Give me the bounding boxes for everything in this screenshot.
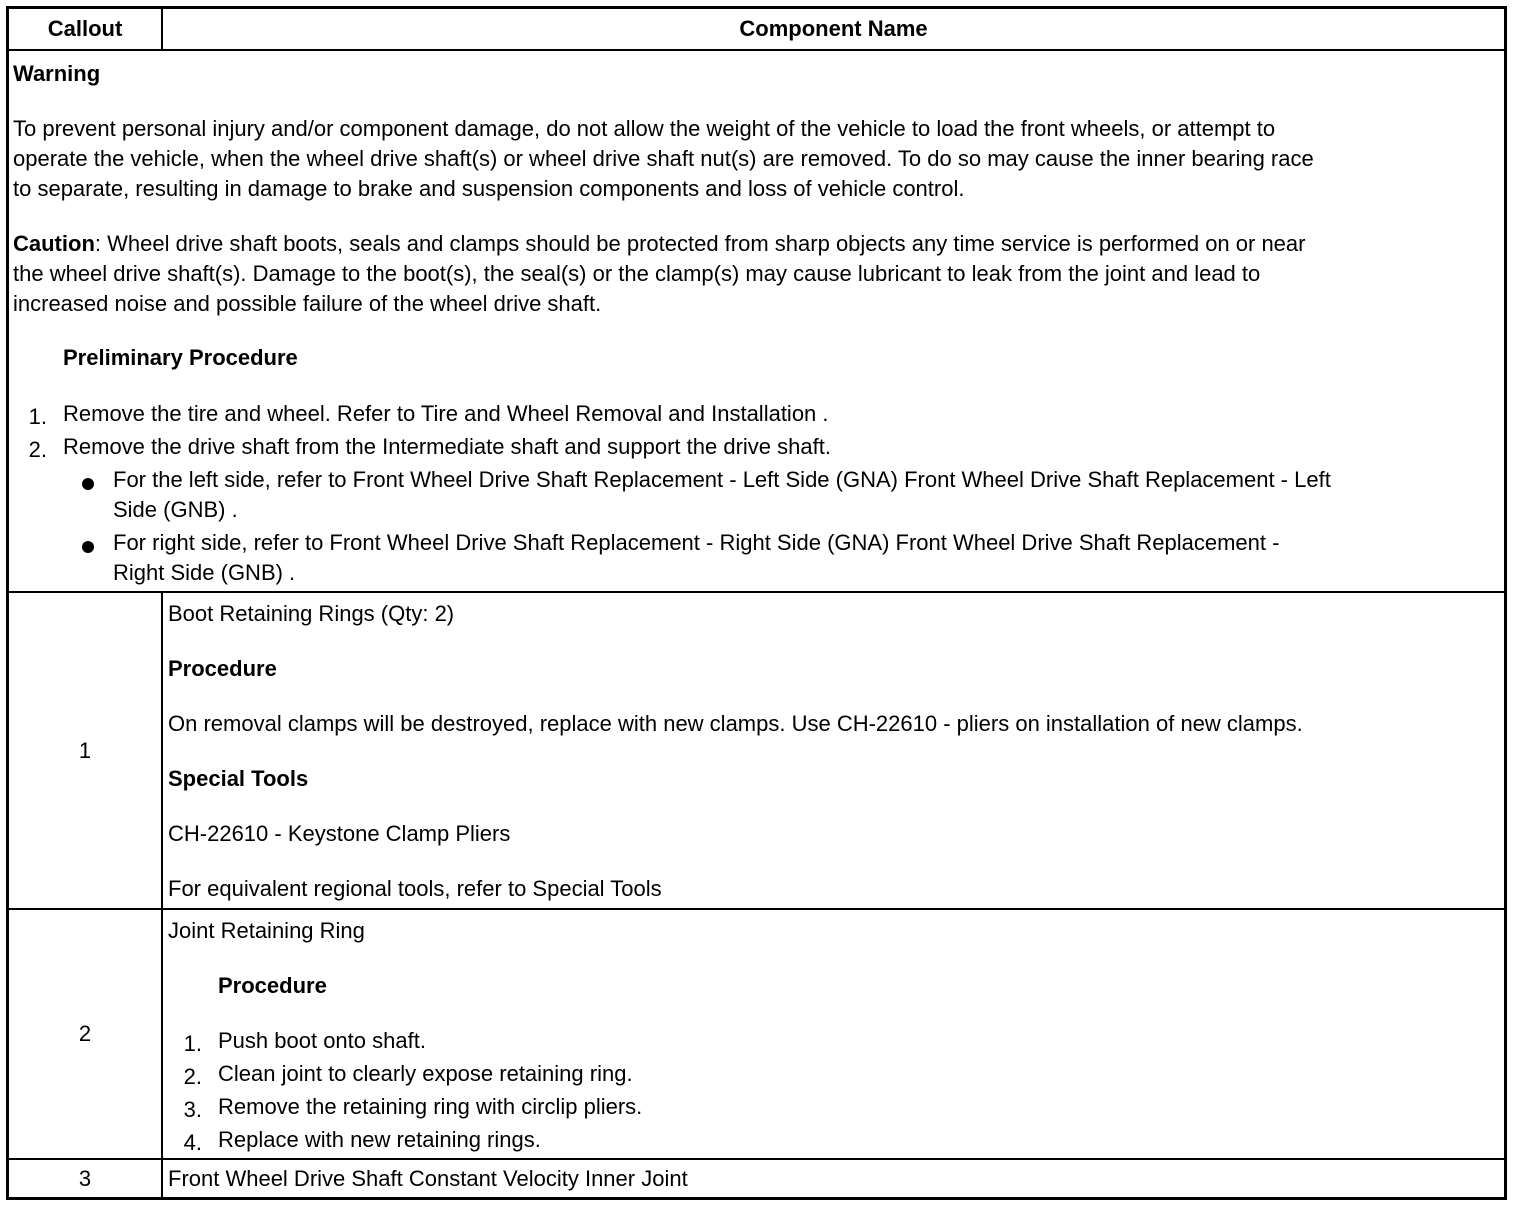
step-number: 3. (183, 1097, 202, 1122)
step-number: 1. (28, 404, 47, 429)
table-row (9, 1160, 1504, 1197)
step-number: 4. (183, 1130, 202, 1155)
component-name: Joint Retaining Ring (168, 918, 365, 943)
warning-line: to separate, resulting in damage to brake and suspension components and loss of vehicle control. (13, 176, 965, 201)
header-divider (161, 9, 163, 49)
step-text: Remove the retaining ring with circlip pliers. (218, 1094, 643, 1119)
preliminary-procedure-title: Preliminary Procedure (63, 345, 298, 370)
component-name: Front Wheel Drive Shaft Constant Velocity Inner Joint (168, 1166, 688, 1191)
caution-line: increased noise and possible failure of the wheel drive shaft. (13, 291, 602, 316)
callout-number: 2 (78, 1021, 92, 1046)
table-row (9, 910, 1504, 1158)
step-text: Remove the tire and wheel. Refer to Tire and Wheel Removal and Installation . (63, 401, 829, 426)
caution-label: Caution (13, 231, 95, 256)
step-text: Push boot onto shaft. (218, 1028, 426, 1053)
step-text: Remove the drive shaft from the Intermediate shaft and support the drive shaft. (63, 434, 831, 459)
warning-line: operate the vehicle, when the wheel drive shaft(s) or wheel drive shaft nut(s) are removed. To do so may cause the inner bearing race (13, 146, 1314, 171)
bullet-icon (82, 478, 94, 490)
step-text: Clean joint to clearly expose retaining ring. (218, 1061, 633, 1086)
bullet-text: For right side, refer to Front Wheel Drive Shaft Replacement - Right Side (GNA) Front Wheel Drive Shaft Replacement - (113, 530, 1280, 555)
special-tools-title: Special Tools (168, 766, 309, 791)
bullet-text: Side (GNB) . (113, 497, 238, 522)
caution-line: the wheel drive shaft(s). Damage to the boot(s), the seal(s) or the clamp(s) may cause lubricant to leak from the joint and lead to (13, 261, 1261, 286)
table-row (9, 593, 1504, 908)
warning-title: Warning (13, 61, 101, 86)
special-tool-note: For equivalent regional tools, refer to Special Tools (168, 876, 662, 901)
component-table (6, 6, 1507, 1200)
warning-line: To prevent personal injury and/or component damage, do not allow the weight of the vehicle to load the front wheels, or attempt to (13, 116, 1276, 141)
bullet-text: For the left side, refer to Front Wheel Drive Shaft Replacement - Left Side (GNA) Front Wheel Drive Shaft Replacement - Left (113, 467, 1331, 492)
procedure-text: On removal clamps will be destroyed, replace with new clamps. Use CH-22610 - pliers on installation of new clamps. (168, 711, 1303, 736)
procedure-title: Procedure (168, 656, 277, 681)
bullet-icon (82, 541, 94, 553)
callout-number: 3 (78, 1165, 92, 1191)
bullet-text: Right Side (GNB) . (113, 560, 296, 585)
caution-line: Caution: Wheel drive shaft boots, seals and clamps should be protected from sharp objects any time service is performed on or near (13, 231, 1306, 256)
header-callout: Callout (47, 16, 123, 41)
procedure-title: Procedure (218, 973, 327, 998)
header-component-name: Component Name (739, 16, 928, 41)
step-number: 2. (28, 437, 47, 462)
step-text: Replace with new retaining rings. (218, 1127, 541, 1152)
step-number: 1. (183, 1031, 202, 1056)
component-name: Boot Retaining Rings (Qty: 2) (168, 601, 455, 626)
step-number: 2. (183, 1064, 202, 1089)
callout-number: 1 (78, 737, 92, 763)
special-tool: CH-22610 - Keystone Clamp Pliers (168, 821, 511, 846)
preliminary-section (9, 51, 1504, 591)
